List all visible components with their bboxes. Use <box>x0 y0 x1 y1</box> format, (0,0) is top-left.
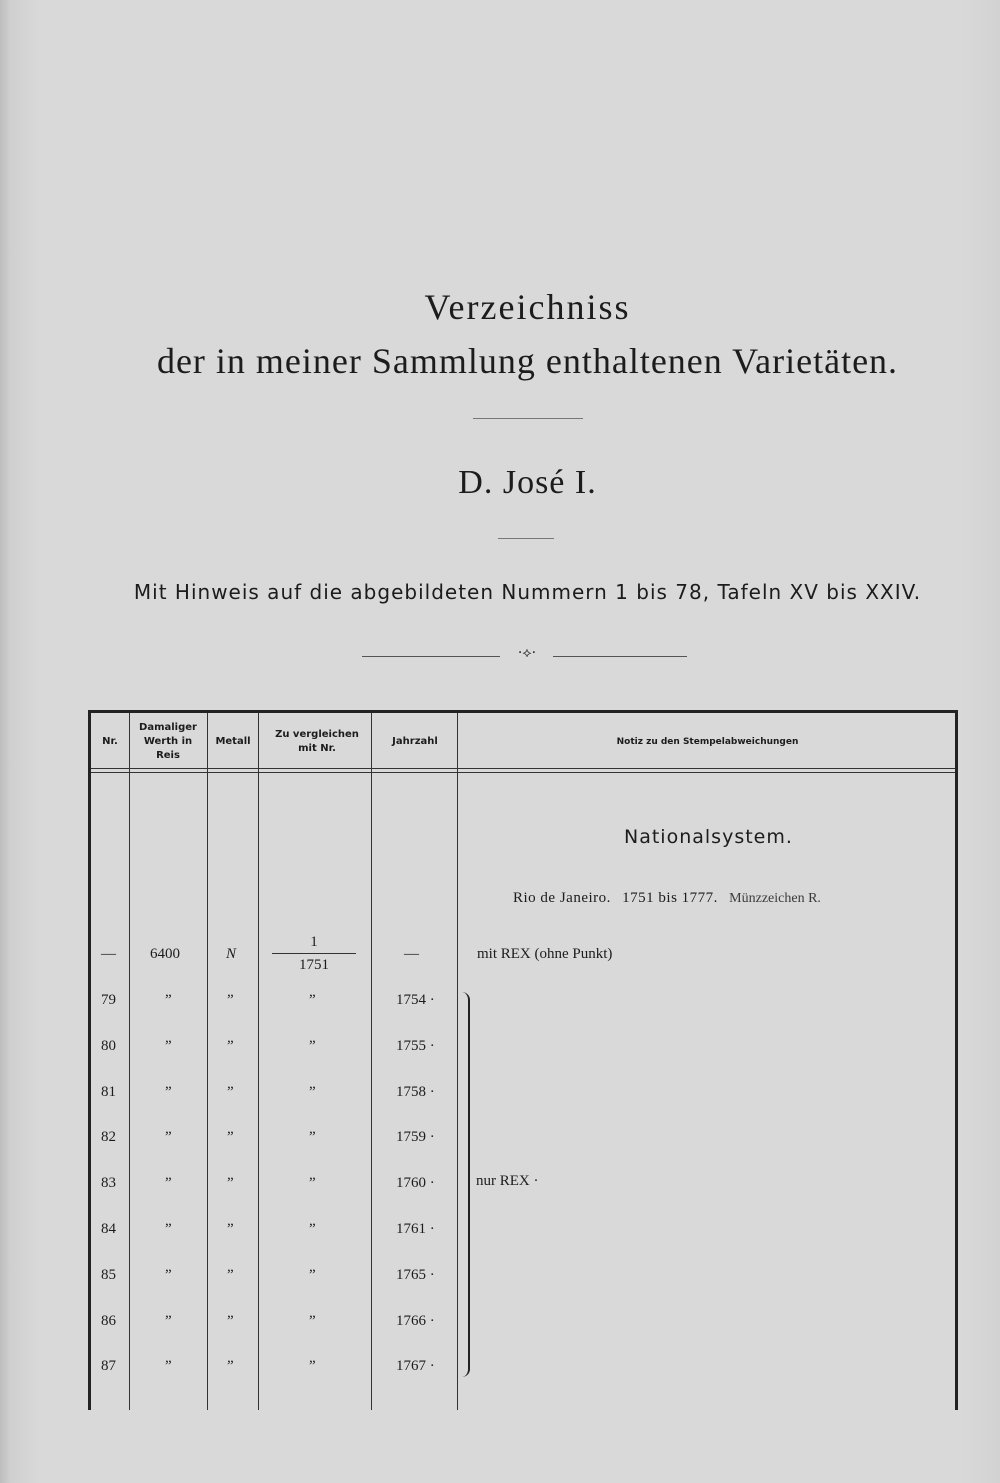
col-header-metal: Metall <box>215 736 251 747</box>
col-header-nr: Nr. <box>102 736 118 747</box>
row-year: 1767 · <box>396 1358 435 1375</box>
row-metal: ” <box>227 1221 234 1237</box>
row-year: 1766 · <box>396 1312 435 1329</box>
row-value: ” <box>165 1129 172 1146</box>
column-line <box>955 713 958 1410</box>
row-compare-fraction <box>272 932 356 975</box>
row-compare: ” <box>309 992 316 1008</box>
row-value: ” <box>165 1037 172 1054</box>
row-year: 1761 · <box>396 1221 435 1237</box>
row-metal: ” <box>227 1266 234 1283</box>
row-value: ” <box>165 1266 172 1283</box>
row-compare: ” <box>309 1312 316 1329</box>
row-metal: ” <box>227 1175 234 1192</box>
row-compare: ” <box>309 1175 316 1192</box>
row-compare: ” <box>309 1266 316 1283</box>
row-metal: ” <box>227 1037 234 1054</box>
column-line <box>457 713 458 1410</box>
row-compare: ” <box>309 1083 316 1100</box>
row-metal: ” <box>227 1083 234 1100</box>
brace-icon <box>462 992 470 1377</box>
row-nr: 86 <box>101 1312 116 1329</box>
row-nr: 84 <box>101 1221 116 1237</box>
fraction-denominator: 1751 <box>299 957 329 973</box>
mint-line <box>513 890 821 907</box>
ruler-heading: D. José I. <box>458 464 597 501</box>
ornament-line-right <box>553 656 687 657</box>
row-year: 1755 · <box>396 1037 435 1054</box>
page-title: Verzeichniss <box>424 287 631 327</box>
fraction-numerator: 1 <box>310 934 318 950</box>
ornament-icon: ·⟡· <box>517 645 537 661</box>
col-header-value: Damaliger Werth in Reis <box>139 722 197 761</box>
row-nr: 81 <box>101 1083 116 1100</box>
row-compare: ” <box>309 1037 316 1054</box>
col-header-note: Notiz zu den Stempelabweichungen <box>616 737 799 747</box>
row-metal: ” <box>227 1312 234 1329</box>
header-rule <box>88 772 958 773</box>
row-metal: N <box>226 946 237 962</box>
row-value: ” <box>165 1175 172 1192</box>
row-nr: 83 <box>101 1175 116 1192</box>
table-top-rule <box>88 710 958 713</box>
column-line <box>207 713 208 1410</box>
row-compare: ” <box>309 1129 316 1146</box>
row-nr: 80 <box>101 1037 116 1054</box>
column-line <box>258 713 259 1410</box>
row-value: ” <box>165 1083 172 1100</box>
page-subtitle: der in meiner Sammlung enthaltenen Varietäten. <box>156 341 899 381</box>
row-value: 6400 <box>150 946 180 962</box>
row-nr: 79 <box>101 992 116 1008</box>
row-year: — <box>404 946 419 962</box>
column-line <box>371 713 372 1410</box>
reference-note: Mit Hinweis auf die abgebildeten Nummern 1 bis 78, Tafeln XV bis XXIV. <box>133 580 922 604</box>
row-metal: ” <box>227 1358 234 1375</box>
row-value: ” <box>165 1358 172 1375</box>
divider <box>473 418 583 419</box>
mint-place: Rio de Janeiro. <box>513 890 611 906</box>
mint-range: 1751 bis 1777. <box>622 890 718 906</box>
coin-table <box>88 710 958 1410</box>
row-metal: ” <box>227 1129 234 1146</box>
column-line <box>88 713 91 1410</box>
row-year: 1758 · <box>396 1083 435 1100</box>
col-header-compare: Zu vergleichen mit Nr. <box>275 729 359 754</box>
col-header-year: Jahrzahl <box>392 736 438 747</box>
row-nr: 82 <box>101 1129 116 1146</box>
divider <box>498 538 554 539</box>
row-value: ” <box>165 1312 172 1329</box>
group-note: nur REX · <box>476 1173 539 1189</box>
row-year: 1759 · <box>396 1129 435 1146</box>
column-line <box>129 713 130 1410</box>
row-nr: 87 <box>101 1358 116 1375</box>
row-year: 1760 · <box>396 1175 435 1192</box>
mint-mark: Münzzeichen R. <box>729 891 821 906</box>
ornament-line-left <box>362 656 500 657</box>
row-nr: 85 <box>101 1266 116 1283</box>
row-year: 1754 · <box>396 992 435 1008</box>
row-compare: ” <box>309 1358 316 1375</box>
row-nr: — <box>101 946 116 962</box>
row-value: ” <box>165 992 172 1008</box>
row-value: ” <box>165 1221 172 1237</box>
header-rule <box>88 768 958 769</box>
row-note: mit REX (ohne Punkt) <box>477 946 613 962</box>
fraction-bar <box>272 953 356 954</box>
section-heading: Nationalsystem. <box>624 826 793 848</box>
row-metal: ” <box>227 992 234 1008</box>
row-year: 1765 · <box>396 1266 435 1283</box>
row-compare: ” <box>309 1221 316 1237</box>
